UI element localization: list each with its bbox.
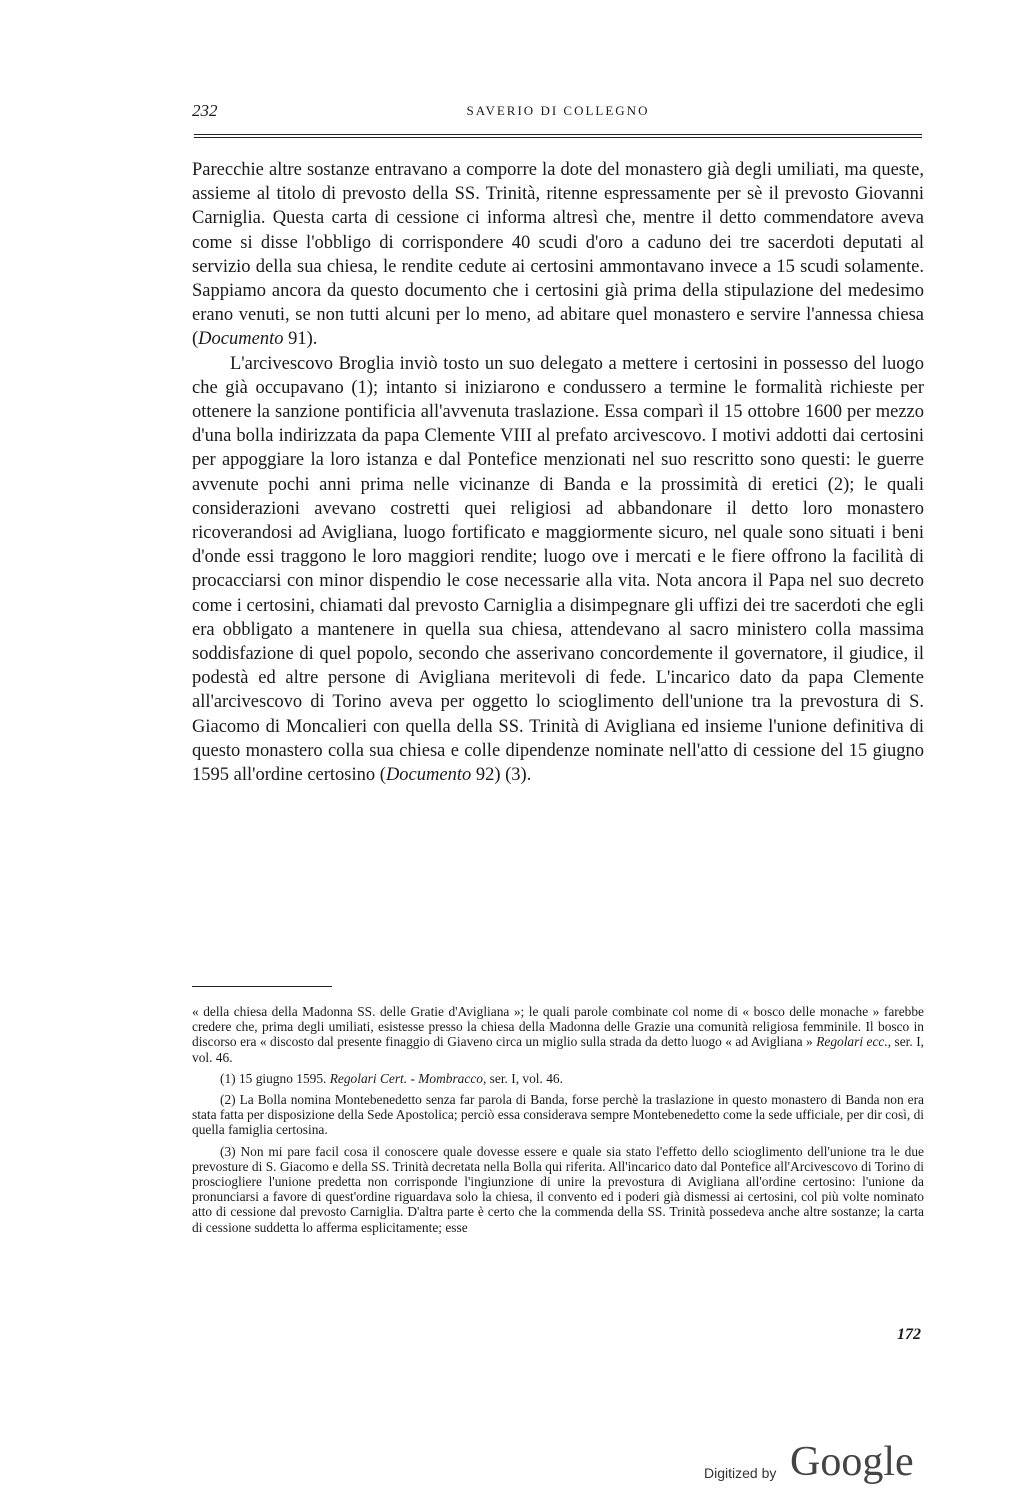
paragraph-1-text-end: 91). [283,329,318,350]
watermark-caption: Digitized by [704,1465,777,1481]
page-header [192,101,924,123]
signature-mark: 172 [897,1326,921,1343]
footnote-3: (3) Non mi pare facil cosa il conoscere quale dovesse essere e quale sia stato l'effetto dello scioglimento dell'unione tra le due prevosture di S. Giacomo e della SS. Trinità decretata nella Bolla qui riferita. All'incarico dato dal Pontefice all'Arcivescovo di Torino di prosciogliere l'unione predetta non corrisponde l'ingiunzione di unire la prevostura di Avigliana all'ordine certosino: l'unione da pronunciarsi a favore di quest'ordine riguardava solo la chiesa, il convento ed i poderi già dismessi ai certosini, col più volte nominato atto di cessione dal prevosto Carniglia. D'altra parte è certo che la commenda della SS. Trinità possedeva anche altre sostanze; la carta di cessione suddetta lo afferma esplicitamente; esse [192,1143,924,1235]
paragraph-2-text: L'arcivescovo Broglia inviò tosto un suo delegato a mettere i certosini in possesso del luogo che già occupavano (1); intanto si iniziarono e condussero a termine le formalità richieste per ottenere la sanzione pontificia all'avvenuta traslazione. Essa comparì il 15 ottobre 1600 per mezzo d'una bolla indirizzata da papa Clemente VIII al prefato arcivescovo. I motivi addotti dai certosini per appoggiare la loro istanza e dal Pontefice menzionati nel suo rescritto sono questi: le guerre avvenute pochi anni prima nelle vicinanze di Banda e la prossimità di eretici (2); le quali considerazioni avevano costretti quei religiosi ad abbandonare il detto loro monastero ricoverandosi ad Avigliana, luogo fortificato e maggiormente sicuro, nel quale sono situati i beni d'onde essi traggono le loro maggiori rendite; luogo ove i mercati e le fiere offrono la facilità di procacciarsi con minor dispendio le cose necessarie alla vita. Nota ancora il Papa nel suo decreto come i certosini, chiamati dal prevosto Carniglia a disimpegnare gli uffizi dei tre sacerdoti che egli era obbligato a mantenere in quella sua chiesa, attendevano al sacro ministero colla massima soddisfazione di quel popolo, secondo che asserivano concordemente il governatore, il giudice, il podestà ed altre persone di Avigliana meritevoli di fede. L'incarico dato da papa Clemente all'arcivescovo di Torino aveva per oggetto lo scioglimento dell'unione tra la prevostura di S. Giacomo di Moncalieri con quella della SS. Trinità di Avigliana ed insieme l'unione definitiva di questo monastero colla sua chiesa e colle dipendenze nominate nell'atto di cessione del 15 giugno 1595 all'ordine certosino ( [192,353,924,786]
footnote-continuation-text-end: , ser. I, vol. 46. [192,1034,924,1065]
paragraph-1 [192,158,924,352]
main-text [192,158,924,787]
footnote-continuation-citation: Regolari ecc. [816,1034,888,1050]
paragraph-2 [192,352,924,788]
paragraph-2-citation: Documento [385,765,472,786]
footnote-2: (2) La Bolla nomina Montebenedetto senza far parola di Banda, forse perchè la traslazione in questo monastero di Banda non era stata fatta per disposizione della Sede Apostolica; perciò essa considerava sempre Montebenedetto come la sede ufficiale, per dir così, di quella famiglia certosina. [192,1092,924,1138]
footnote-1-citation: Regolari Cert. - Mombracco [329,1070,483,1086]
footnote-1 [192,1071,924,1086]
footnote-1-text-end: , ser. I, vol. 46. [482,1070,563,1086]
header-rule-bottom [194,137,922,138]
paragraph-2-text-end: 92) (3). [471,765,532,786]
google-logo: Google [790,1439,914,1485]
paragraph-1-text: Parecchie altre sostanze entravano a comporre la dote del monastero già degli umiliati, ma queste, assieme al titolo di prevosto della SS. Trinità, ritenne espressamente per sè il prevosto Giovanni Carniglia. Questa carta di cessione ci informa altresì che, mentre il detto commendatore aveva come si disse l'obbligo di corrispondere 40 scudi d'oro a caduno dei tre sacerdoti deputati al servizio della sua chiesa, le rendite cedute ai certosini ammontavano invece a 15 scudi solamente. Sappiamo ancora da questo documento che i certosini già prima della stipulazione del medesimo erano venuti, se non tutti alcuni per lo meno, ad abitare quel monastero e servire l'annessa chiesa ( [192,160,924,350]
paragraph-1-citation: Documento [198,329,284,350]
footnote-continuation-text: « della chiesa della Madonna SS. delle Gratie d'Avigliana »; le quali parole combinate col nome di « bosco delle monache » farebbe credere che, prima degli umiliati, esistesse presso la chiesa della Madonna delle Grazie una comunità religiosa femminile. Il bosco in discorso era « discosto dal presente finaggio di Giaveno circa un miglio sulla strada da detto luogo « ad Avigliana » [192,1004,924,1050]
running-head: SAVERIO DI COLLEGNO [466,103,650,118]
footnotes [192,1004,924,1235]
footnote-rule [192,986,332,987]
page-number: 232 [192,101,218,120]
header-rule-top [194,134,922,135]
footnote-1-text: (1) 15 giugno 1595. [220,1070,330,1086]
footnote-continuation [192,1004,924,1065]
